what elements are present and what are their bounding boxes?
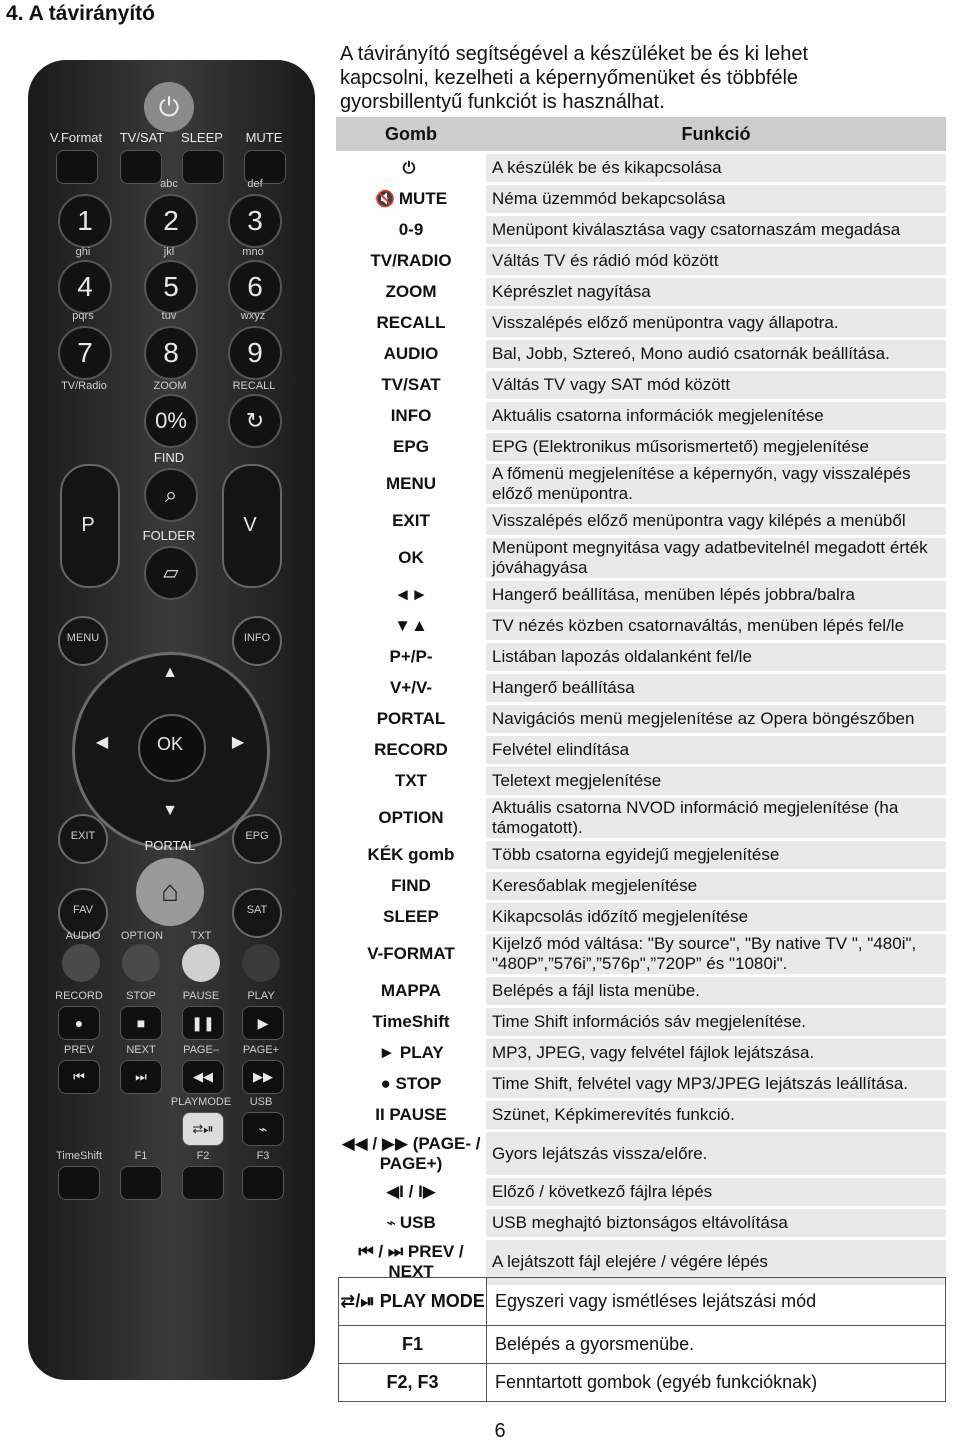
key-label: V-FORMAT bbox=[367, 944, 455, 963]
function-cell: Aktuális csatorna NVOD információ megjelenítése (ha támogatott). bbox=[486, 797, 946, 840]
key-cell: F1 bbox=[339, 1326, 487, 1364]
function-cell: Listában lapozás oldalanként fel/le bbox=[486, 642, 946, 673]
key-cell bbox=[336, 432, 486, 463]
table-row bbox=[336, 370, 946, 401]
digit-sub-def: def bbox=[247, 178, 263, 190]
table-row bbox=[336, 735, 946, 766]
table-row bbox=[336, 1069, 946, 1100]
table-row bbox=[336, 432, 946, 463]
usb-icon: ⌁ bbox=[386, 1215, 396, 1232]
f3-button bbox=[242, 1166, 284, 1200]
menu-label: MENU bbox=[66, 632, 100, 644]
remote-control-image bbox=[28, 60, 315, 1380]
key-cell bbox=[336, 184, 486, 215]
key-cell bbox=[336, 1007, 486, 1038]
key-label: TXT bbox=[394, 771, 428, 790]
function-cell: Váltás TV vagy SAT mód között bbox=[486, 370, 946, 401]
key-label: RECALL bbox=[376, 313, 446, 332]
table-row bbox=[336, 704, 946, 735]
remote-label-tvsat: TV/SAT bbox=[119, 130, 165, 145]
key-cell bbox=[336, 933, 486, 976]
digit-6-button: 6 bbox=[228, 260, 282, 314]
function-cell: A főmenü megjelenítése a képernyőn, vagy visszalépés előző menüpontra. bbox=[486, 463, 946, 506]
remote-label-f2: F2 bbox=[196, 1150, 210, 1162]
key-label: EPG bbox=[393, 437, 429, 456]
recall-icon: ↻ bbox=[228, 394, 282, 448]
key-cell bbox=[336, 642, 486, 673]
function-cell: Több csatorna egyidejű megjelenítése bbox=[486, 840, 946, 871]
key-cell bbox=[336, 339, 486, 370]
key-label: OPTION bbox=[378, 808, 444, 827]
portal-home-icon: ⌂ bbox=[136, 858, 204, 926]
remote-label-next: NEXT bbox=[126, 1044, 156, 1056]
prev-icon: ⏮ bbox=[58, 1060, 100, 1094]
key-label: MUTE bbox=[398, 189, 448, 208]
key-cell bbox=[336, 401, 486, 432]
fav-label: FAV bbox=[73, 904, 93, 916]
remote-label-play: PLAY bbox=[247, 990, 275, 1002]
epg-label: EPG bbox=[245, 830, 269, 842]
key-cell bbox=[336, 673, 486, 704]
blue-grid-button bbox=[242, 944, 280, 982]
key-label: SLEEP bbox=[383, 907, 439, 926]
zero-percent-button: 0% bbox=[144, 394, 198, 448]
table-row bbox=[336, 339, 946, 370]
table-row bbox=[336, 1100, 946, 1131]
table-row bbox=[336, 766, 946, 797]
key-label: ⏮ / ⏭ PREV / NEXT bbox=[358, 1242, 464, 1282]
table-row bbox=[336, 506, 946, 537]
spacer-cell bbox=[0, 1364, 339, 1402]
key-label: RECORD bbox=[374, 740, 448, 759]
remote-label-find: FIND bbox=[153, 450, 185, 465]
intro-paragraph: A távirányító segítségével a készüléket be és ki lehet kapcsolni, kezelheti a képernyőmenüket és többféle gyorsbillentyű funkciót is használhat. bbox=[340, 43, 809, 113]
remote-label-record: RECORD bbox=[55, 990, 103, 1002]
function-cell: Kijelző mód váltása: "By source", "By native TV ", "480i", "480P”,”576i”,”576p",”720P” és "1080i". bbox=[486, 933, 946, 976]
key-cell bbox=[336, 976, 486, 1007]
grid-row bbox=[0, 1326, 946, 1364]
key-label: ► PLAY bbox=[378, 1043, 444, 1062]
remote-label-sleep: SLEEP bbox=[181, 130, 223, 145]
table-row bbox=[336, 277, 946, 308]
function-cell: Belépés a fájl lista menübe. bbox=[486, 976, 946, 1007]
remote-label-f3: F3 bbox=[256, 1150, 270, 1162]
key-label: MAPPA bbox=[380, 981, 442, 1000]
function-cell: Menüpont kiválasztása vagy csatornaszám megadása bbox=[486, 215, 946, 246]
function-cell: Visszalépés előző menüpontra vagy kilépés a menüből bbox=[486, 506, 946, 537]
key-label: MENU bbox=[385, 474, 437, 493]
table-row bbox=[336, 580, 946, 611]
table-row bbox=[336, 902, 946, 933]
table-row bbox=[336, 537, 946, 580]
key-label: ZOOM bbox=[385, 282, 437, 301]
digit-2-button: 2 bbox=[144, 194, 198, 248]
function-cell: Time Shift információs sáv megjelenítése. bbox=[486, 1007, 946, 1038]
digit-sub-ghi: ghi bbox=[75, 246, 91, 258]
green-button bbox=[122, 944, 160, 982]
key-cell bbox=[336, 1177, 486, 1208]
key-label: II PAUSE bbox=[375, 1105, 447, 1124]
section-heading: 4. A távirányító bbox=[6, 2, 155, 25]
remote-label-timeshift: TimeShift bbox=[55, 1150, 103, 1162]
function-cell: Váltás TV és rádió mód között bbox=[486, 246, 946, 277]
digit-3-button: 3 bbox=[228, 194, 282, 248]
remote-label-playmode: PLAYMODE bbox=[170, 1096, 232, 1108]
digit-4-button: 4 bbox=[58, 260, 112, 314]
record-icon: ● bbox=[58, 1006, 100, 1040]
function-cell: Kikapcsolás időzítő megjelenítése bbox=[486, 902, 946, 933]
function-cell: Képrészlet nagyítása bbox=[486, 277, 946, 308]
bordered-key-table bbox=[0, 1277, 946, 1402]
remote-label-portal: PORTAL bbox=[144, 838, 196, 853]
table-row bbox=[336, 840, 946, 871]
button-function-table bbox=[336, 117, 946, 1285]
vformat-button bbox=[56, 150, 98, 184]
key-label: AUDIO bbox=[383, 344, 439, 363]
key-cell bbox=[336, 704, 486, 735]
power-icon: ⏻ bbox=[402, 160, 416, 177]
table-row bbox=[336, 976, 946, 1007]
sat-label: SAT bbox=[246, 904, 268, 916]
fast-forward-icon: ▶▶ bbox=[242, 1060, 284, 1094]
remote-label-stop: STOP bbox=[126, 990, 156, 1002]
key-label: ● STOP bbox=[380, 1074, 442, 1093]
function-cell: Hangerő beállítása bbox=[486, 673, 946, 704]
remote-label-audio: AUDIO bbox=[65, 930, 101, 942]
digit-9-button: 9 bbox=[228, 326, 282, 380]
key-cell bbox=[336, 840, 486, 871]
function-cell: Felvétel elindítása bbox=[486, 735, 946, 766]
v-label: V bbox=[243, 514, 257, 536]
p-label: P bbox=[81, 514, 95, 536]
function-cell: Néma üzemmód bekapcsolása bbox=[486, 184, 946, 215]
key-cell bbox=[336, 506, 486, 537]
key-label: V+/V- bbox=[389, 678, 433, 697]
table-row bbox=[336, 308, 946, 339]
power-button: ⏻ bbox=[144, 82, 194, 132]
remote-label-usb: USB bbox=[249, 1096, 273, 1108]
pause-icon: ❚❚ bbox=[182, 1006, 224, 1040]
key-cell bbox=[336, 1069, 486, 1100]
function-cell: A készülék be és kikapcsolása bbox=[486, 153, 946, 184]
arrow-up-icon: ▲ bbox=[162, 664, 178, 681]
function-cell: Teletext megjelenítése bbox=[486, 766, 946, 797]
table-row bbox=[336, 611, 946, 642]
remote-label-recall: RECALL bbox=[232, 380, 276, 392]
table-row bbox=[336, 401, 946, 432]
remote-label-zoom: ZOOM bbox=[153, 380, 187, 392]
function-cell: Navigációs menü megjelenítése az Opera böngészőben bbox=[486, 704, 946, 735]
table-row bbox=[336, 1007, 946, 1038]
key-cell bbox=[336, 308, 486, 339]
function-cell: A lejátszott fájl elejére / végére lépés bbox=[486, 1239, 946, 1285]
key-cell bbox=[336, 1131, 486, 1177]
function-cell: Fenntartott gombok (egyéb funkcióknak) bbox=[487, 1364, 946, 1402]
digit-1-button: 1 bbox=[58, 194, 112, 248]
table-row bbox=[336, 797, 946, 840]
find-icon: ⌕ bbox=[144, 468, 198, 522]
key-cell bbox=[336, 1100, 486, 1131]
key-cell bbox=[336, 1208, 486, 1239]
page-number: 6 bbox=[494, 1420, 506, 1442]
table-row bbox=[336, 1131, 946, 1177]
function-cell: Gyors lejátszás vissza/előre. bbox=[486, 1131, 946, 1177]
function-cell: Bal, Jobb, Sztereó, Mono audió csatornák beállítása. bbox=[486, 339, 946, 370]
f1-button bbox=[120, 1166, 162, 1200]
digit-sub-jkl: jkl bbox=[163, 246, 175, 258]
key-label: TimeShift bbox=[372, 1012, 450, 1031]
remote-label-f1: F1 bbox=[134, 1150, 148, 1162]
digit-5-button: 5 bbox=[144, 260, 198, 314]
key-cell bbox=[336, 246, 486, 277]
table-row bbox=[336, 463, 946, 506]
remote-label-tvradio: TV/Radio bbox=[61, 380, 107, 392]
key-label: PORTAL bbox=[376, 709, 446, 728]
grid-row bbox=[0, 1364, 946, 1402]
function-cell: TV nézés közben csatornaváltás, menüben lépés fel/le bbox=[486, 611, 946, 642]
function-cell: USB meghajtó biztonságos eltávolítása bbox=[486, 1208, 946, 1239]
key-cell bbox=[336, 871, 486, 902]
ok-label: OK bbox=[156, 734, 183, 754]
table-row bbox=[336, 215, 946, 246]
function-cell: Egyszeri vagy ismétléses lejátszási mód bbox=[487, 1278, 946, 1326]
arrow-right-icon: ▶ bbox=[231, 734, 245, 751]
function-cell: Time Shift, felvétel vagy MP3/JPEG lejátszás leállítása. bbox=[486, 1069, 946, 1100]
digit-7-button: 7 bbox=[58, 326, 112, 380]
table-row bbox=[336, 184, 946, 215]
stop-icon: ■ bbox=[120, 1006, 162, 1040]
digit-sub-wxyz: wxyz bbox=[240, 310, 266, 322]
remote-label-prev: PREV bbox=[64, 1044, 94, 1056]
spacer-cell bbox=[0, 1278, 339, 1326]
remote-label-txt: TXT bbox=[190, 930, 212, 942]
function-cell: Belépés a gyorsmenübe. bbox=[487, 1326, 946, 1364]
exit-label: EXIT bbox=[70, 830, 96, 842]
function-cell: Szünet, Képkimerevítés funkció. bbox=[486, 1100, 946, 1131]
usb-icon: ⌁ bbox=[242, 1112, 284, 1146]
table-row bbox=[336, 1038, 946, 1069]
key-cell bbox=[336, 463, 486, 506]
key-label: ◀I / I▶ bbox=[386, 1182, 436, 1201]
header-function: Funkció bbox=[486, 117, 946, 153]
key-label: INFO bbox=[390, 406, 432, 425]
red-button bbox=[62, 944, 100, 982]
playmode-icon: ⇄⏯ bbox=[182, 1112, 224, 1146]
key-cell bbox=[336, 215, 486, 246]
key-label: EXIT bbox=[392, 511, 430, 530]
spacer-cell bbox=[0, 1326, 339, 1364]
remote-label-page-minus: PAGE– bbox=[183, 1044, 219, 1056]
digit-sub-abc: abc bbox=[160, 178, 178, 190]
arrow-left-icon: ◀ bbox=[95, 734, 109, 751]
remote-label-mute: MUTE bbox=[245, 130, 283, 145]
info-label: INFO bbox=[243, 632, 271, 644]
key-label: OK bbox=[398, 548, 424, 567]
table-row bbox=[336, 642, 946, 673]
remote-label-pause: PAUSE bbox=[182, 990, 220, 1002]
key-cell bbox=[336, 580, 486, 611]
key-cell bbox=[336, 902, 486, 933]
remote-label-folder: FOLDER bbox=[142, 528, 196, 543]
rewind-icon: ◀◀ bbox=[182, 1060, 224, 1094]
function-cell: EPG (Elektronikus műsorismertető) megjelenítése bbox=[486, 432, 946, 463]
key-label: USB bbox=[399, 1213, 436, 1232]
key-cell bbox=[336, 153, 486, 184]
play-icon: ▶ bbox=[242, 1006, 284, 1040]
key-cell bbox=[336, 1038, 486, 1069]
table-row bbox=[336, 246, 946, 277]
function-cell: Előző / következő fájlra lépés bbox=[486, 1177, 946, 1208]
remote-label-page-plus: PAGE+ bbox=[242, 1044, 280, 1056]
table-row bbox=[336, 871, 946, 902]
key-label: FIND bbox=[391, 876, 431, 895]
function-cell: MP3, JPEG, vagy felvétel fájlok lejátszása. bbox=[486, 1038, 946, 1069]
key-label: TV/SAT bbox=[381, 375, 441, 394]
arrow-down-icon: ▼ bbox=[162, 802, 178, 819]
function-cell: Hangerő beállítása, menüben lépés jobbra/balra bbox=[486, 580, 946, 611]
key-label: ◄► bbox=[394, 585, 428, 604]
key-label: TV/RADIO bbox=[370, 251, 452, 270]
key-label: 0-9 bbox=[398, 220, 424, 239]
key-cell bbox=[336, 735, 486, 766]
digit-sub-tuv: tuv bbox=[161, 310, 177, 322]
key-label: ◀◀ / ▶▶ (PAGE- / PAGE+) bbox=[341, 1133, 481, 1173]
key-cell bbox=[336, 611, 486, 642]
key-label: ▼▲ bbox=[394, 616, 428, 635]
table-row bbox=[336, 1208, 946, 1239]
grid-row bbox=[0, 1278, 946, 1326]
key-label: P+/P- bbox=[389, 647, 433, 666]
key-label: KÉK gomb bbox=[367, 845, 455, 864]
table-row bbox=[336, 1177, 946, 1208]
remote-label-vformat: V.Format bbox=[49, 130, 103, 145]
function-cell: Visszalépés előző menüpontra vagy állapotra. bbox=[486, 308, 946, 339]
f2-button bbox=[182, 1166, 224, 1200]
table-row bbox=[336, 153, 946, 184]
function-cell: Keresőablak megjelenítése bbox=[486, 871, 946, 902]
function-cell: Aktuális csatorna információk megjelenítése bbox=[486, 401, 946, 432]
digit-sub-pqrs: pqrs bbox=[72, 310, 94, 322]
key-cell: ⇄/⏯ PLAY MODE bbox=[339, 1278, 487, 1326]
timeshift-button bbox=[58, 1166, 100, 1200]
remote-label-option: OPTION bbox=[120, 930, 164, 942]
header-key: Gomb bbox=[336, 117, 486, 153]
table-row bbox=[336, 933, 946, 976]
table-row bbox=[336, 673, 946, 704]
key-cell bbox=[336, 797, 486, 840]
table-header-row bbox=[336, 117, 946, 153]
function-cell: Menüpont megnyitása vagy adatbevitelnél megadott érték jóváhagyása bbox=[486, 537, 946, 580]
key-cell bbox=[336, 537, 486, 580]
key-cell bbox=[336, 370, 486, 401]
digit-sub-mno: mno bbox=[242, 246, 264, 258]
mute-icon: 🔇 bbox=[374, 191, 395, 208]
key-cell bbox=[336, 277, 486, 308]
digit-8-button: 8 bbox=[144, 326, 198, 380]
key-cell bbox=[336, 766, 486, 797]
folder-icon: ▱ bbox=[144, 546, 198, 600]
key-cell: F2, F3 bbox=[339, 1364, 487, 1402]
yellow-button bbox=[182, 944, 220, 982]
next-icon: ⏭ bbox=[120, 1060, 162, 1094]
